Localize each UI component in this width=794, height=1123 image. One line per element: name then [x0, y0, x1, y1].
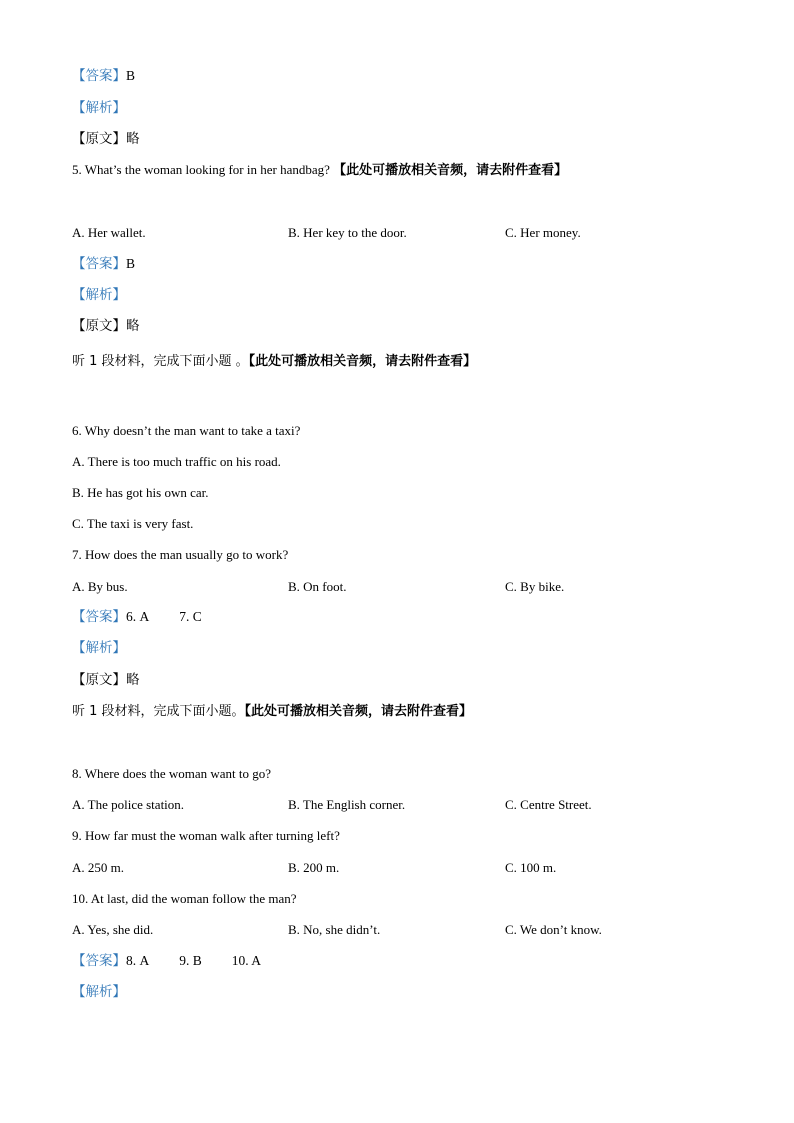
original-line-1: [72, 131, 140, 147]
answer-value-7: 7. C: [179, 609, 202, 624]
q9-option-c: C. 100 m.: [505, 860, 557, 875]
answer-label: 【答案】: [72, 609, 126, 625]
answer-line-1: [72, 68, 135, 84]
original-line-3: [72, 672, 140, 688]
q7-option-c: C. By bike.: [505, 579, 565, 594]
analysis-label: 【解析】: [72, 287, 126, 303]
analysis-line-2: [72, 287, 126, 303]
analysis-label: 【解析】: [72, 100, 126, 116]
question-9: 9. How far must the woman walk after turning left?: [72, 828, 340, 843]
original-label: 【原文】: [72, 318, 126, 334]
original-line-2: [72, 318, 140, 334]
section-3-intro: [72, 703, 472, 720]
q5-option-a: A. Her wallet.: [72, 225, 146, 240]
answer-line-2: [72, 256, 135, 272]
answer-label: 【答案】: [72, 953, 126, 969]
section-intro-text: 听 1 段材料，完成下面小题 。: [72, 354, 249, 369]
section-intro-text: 听 1 段材料，完成下面小题。: [72, 704, 245, 719]
q5-option-b: B. Her key to the door.: [288, 225, 407, 240]
q6-option-b: B. He has got his own car.: [72, 485, 209, 500]
q8-option-b: B. The English corner.: [288, 797, 406, 812]
q6-option-c: C. The taxi is very fast.: [72, 516, 194, 531]
answer-value-6: 6. A: [126, 609, 150, 624]
audio-note: 【此处可播放相关音频，请去附件查看】: [248, 354, 477, 369]
q10-option-a: A. Yes, she did.: [72, 922, 154, 937]
original-label: 【原文】: [72, 131, 126, 147]
audio-note: 【此处可播放相关音频，请去附件查看】: [244, 704, 473, 719]
q9-option-a: A. 250 m.: [72, 860, 124, 875]
analysis-label: 【解析】: [72, 640, 126, 656]
omitted-text: 略: [126, 131, 140, 147]
analysis-line-1: [72, 100, 126, 116]
q8-option-c: C. Centre Street.: [505, 797, 592, 812]
q6-option-a: A. There is too much traffic on his road.: [72, 454, 281, 469]
answer-value-9: 9. B: [179, 953, 202, 968]
q10-option-b: B. No, she didn’t.: [288, 922, 381, 937]
answer-line-4: [72, 953, 261, 969]
q9-option-b: B. 200 m.: [288, 860, 340, 875]
answer-value-10: 10. A: [231, 953, 262, 968]
omitted-text: 略: [126, 318, 140, 334]
answer-value: B: [126, 68, 136, 83]
answer-line-3: [72, 609, 202, 625]
omitted-text: 略: [126, 672, 140, 688]
answer-value: B: [126, 256, 136, 271]
q7-option-a: A. By bus.: [72, 579, 128, 594]
answer-label: 【答案】: [72, 68, 126, 84]
audio-note: 【此处可播放相关音频，请去附件查看】: [333, 163, 568, 178]
q8-option-a: A. The police station.: [72, 797, 185, 812]
answer-label: 【答案】: [72, 256, 126, 272]
question-7: 7. How does the man usually go to work?: [72, 547, 289, 562]
q7-option-b: B. On foot.: [288, 579, 347, 594]
analysis-line-3: [72, 640, 126, 656]
analysis-line-4: [72, 984, 126, 1000]
analysis-label: 【解析】: [72, 984, 126, 1000]
question-8: 8. Where does the woman want to go?: [72, 766, 272, 781]
q10-option-c: C. We don’t know.: [505, 922, 602, 937]
question-6: 6. Why doesn’t the man want to take a taxi?: [72, 423, 301, 438]
question-10: 10. At last, did the woman follow the man?: [72, 891, 297, 906]
q5-option-c: C. Her money.: [505, 225, 581, 240]
original-label: 【原文】: [72, 672, 126, 688]
section-2-intro: [72, 353, 476, 370]
answer-value-8: 8. A: [126, 953, 150, 968]
question-5-text: 5. What’s the woman looking for in her handbag?: [72, 162, 334, 177]
question-5: [72, 162, 567, 179]
